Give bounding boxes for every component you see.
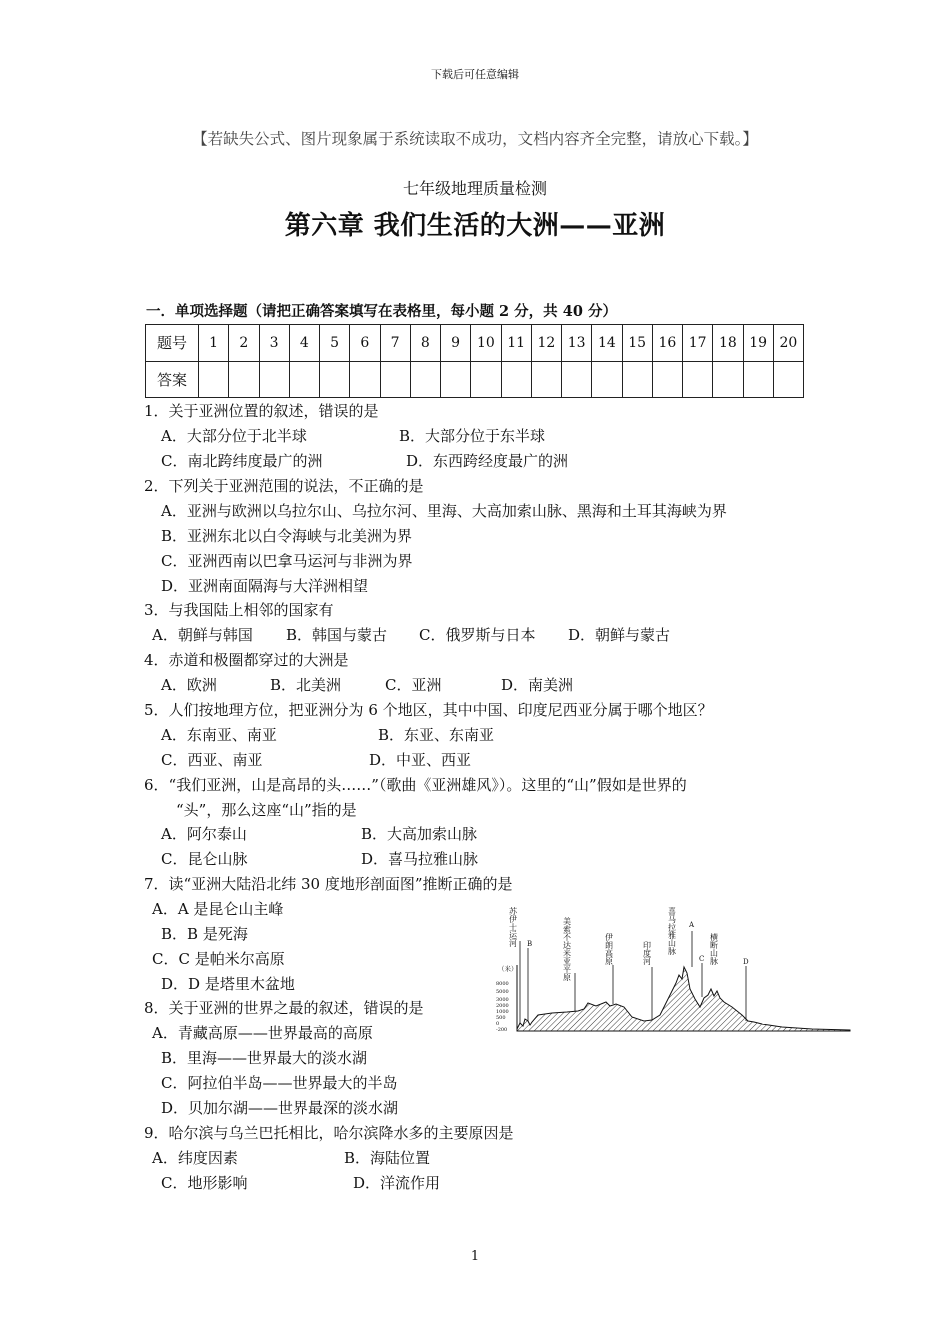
chapter-title: 第六章 我们生活的大洲——亚洲 <box>284 211 666 241</box>
option-d: D．贝加尔湖——世界最深的淡水湖 <box>161 1099 399 1117</box>
profile-y-tick: 0 <box>496 1021 500 1027</box>
option-b: B．大部分位于东半球 <box>399 427 546 445</box>
marker-b: B <box>527 940 533 948</box>
question-stem: 5．人们按地理方位，把亚洲分为 6 个地区，其中中国、印度尼西亚分属于哪个地区？ <box>144 701 713 719</box>
option-a: A．亚洲与欧洲以乌拉尔山、乌拉尔河、里海、大高加索山脉、黑海和土耳其海峡为界 <box>161 502 727 520</box>
profile-unit-label: （米） <box>498 965 518 973</box>
option-b: B．大高加索山脉 <box>361 825 478 843</box>
question-number-cell: 12 <box>531 325 561 362</box>
answer-cell[interactable] <box>199 361 229 398</box>
question-number-cell: 4 <box>289 325 319 362</box>
question-stem: 9．哈尔滨与乌兰巴托相比，哈尔滨降水多的主要原因是 <box>144 1124 514 1142</box>
option-a: A．欧洲 <box>161 676 217 694</box>
option-c: C．阿拉伯半岛——世界最大的半岛 <box>161 1074 398 1092</box>
option-a: A．纬度因素 <box>152 1149 238 1167</box>
option-b: B．海陆位置 <box>344 1149 431 1167</box>
option-d: D．亚洲南面隔海与大洋洲相望 <box>161 577 369 595</box>
answer-cell[interactable] <box>652 361 682 398</box>
question-number-cell: 13 <box>562 325 592 362</box>
profile-y-tick: 5000 <box>496 989 509 995</box>
label-mesopotamia: 美索不达米亚平原 <box>562 917 572 981</box>
question-stem-continued: “头”，那么这座“山”指的是 <box>176 801 357 819</box>
answer-cell[interactable] <box>441 361 471 398</box>
question-number-cell: 10 <box>471 325 501 362</box>
answer-table-number-row <box>146 325 804 362</box>
option-c: C．西亚、南亚 <box>161 751 263 769</box>
option-c: C．地形影响 <box>161 1174 248 1192</box>
option-c: C．南北跨纬度最广的洲 <box>161 452 323 470</box>
label-hengduan: 横断山脉 <box>709 933 719 965</box>
option-b: B．里海——世界最大的淡水湖 <box>161 1049 368 1067</box>
answer-cell[interactable] <box>501 361 531 398</box>
answer-cell[interactable] <box>531 361 561 398</box>
option-b: B．亚洲东北以白令海峡与北美洲为界 <box>161 527 413 545</box>
option-c: C．亚洲 <box>385 676 442 694</box>
answer-cell[interactable] <box>350 361 380 398</box>
option-c: C．C 是帕米尔高原 <box>152 950 285 968</box>
question-stem: 3．与我国陆上相邻的国家有 <box>144 601 334 619</box>
profile-y-tick: 3000 <box>496 997 509 1003</box>
question-stem: 6．“我们亚洲，山是高昂的头……”（歌曲《亚洲雄风》）。这里的“山”假如是世界的 <box>144 776 687 794</box>
question-number-cell: 19 <box>743 325 773 362</box>
option-d: D．朝鲜与蒙古 <box>568 626 671 644</box>
option-b: B．B 是死海 <box>161 925 248 943</box>
question-stem: 2．下列关于亚洲范围的说法，不正确的是 <box>144 477 424 495</box>
answer-cell[interactable] <box>229 361 259 398</box>
answer-cell[interactable] <box>622 361 652 398</box>
question-number-cell: 20 <box>773 325 803 362</box>
answer-cell[interactable] <box>592 361 622 398</box>
exam-subtitle: 七年级地理质量检测 <box>402 179 547 198</box>
question-number-cell: 2 <box>229 325 259 362</box>
question-stem: 7．读“亚洲大陆沿北纬 30 度地形剖面图”推断正确的是 <box>144 875 513 893</box>
option-d: D．南美洲 <box>501 676 574 694</box>
marker-a: A <box>689 921 695 929</box>
option-a: A．东南亚、南亚 <box>161 726 277 744</box>
question-number-cell: 18 <box>713 325 743 362</box>
option-c: C．亚洲西南以巴拿马运河与非洲为界 <box>161 552 413 570</box>
option-b: B．韩国与蒙古 <box>286 626 388 644</box>
answer-cell[interactable] <box>562 361 592 398</box>
question-number-cell: 8 <box>410 325 440 362</box>
label-indus-river: 印度河 <box>642 941 652 965</box>
answer-cell[interactable] <box>289 361 319 398</box>
answer-cell[interactable] <box>320 361 350 398</box>
option-a: A．A 是昆仑山主峰 <box>152 900 284 918</box>
question-number-cell: 3 <box>259 325 289 362</box>
marker-c: C <box>699 955 705 963</box>
option-a: A．朝鲜与韩国 <box>152 626 253 644</box>
question-number-cell: 16 <box>652 325 682 362</box>
answer-table-answer-row <box>146 361 804 398</box>
question-number-cell: 17 <box>683 325 713 362</box>
profile-y-tick: 1000 <box>496 1009 509 1015</box>
label-himalaya: 喜马拉雅山脉 <box>667 907 677 955</box>
question-number-cell: 6 <box>350 325 380 362</box>
answer-cell[interactable] <box>471 361 501 398</box>
option-d: D．洋流作用 <box>353 1174 441 1192</box>
question-number-cell: 9 <box>441 325 471 362</box>
question-number-cell: 15 <box>622 325 652 362</box>
question-number-cell: 1 <box>199 325 229 362</box>
page-number: 1 <box>470 1249 480 1264</box>
answer-table-row-label: 答案 <box>146 361 199 398</box>
option-d: D．D 是塔里木盆地 <box>161 975 295 993</box>
answer-cell[interactable] <box>743 361 773 398</box>
option-c: C．俄罗斯与日本 <box>419 626 536 644</box>
profile-y-tick: -200 <box>496 1027 508 1033</box>
question-number-cell: 11 <box>501 325 531 362</box>
marker-d: D <box>743 958 749 966</box>
answer-cell[interactable] <box>259 361 289 398</box>
profile-y-tick: 8000 <box>496 981 509 987</box>
option-a: A．阿尔泰山 <box>161 825 247 843</box>
option-d: D．东西跨经度最广的洲 <box>406 452 569 470</box>
answer-table-row-label: 题号 <box>146 325 199 362</box>
label-suez-canal: 苏伊士运河 <box>508 907 518 947</box>
answer-cell[interactable] <box>683 361 713 398</box>
option-b: B．东亚、东南亚 <box>378 726 495 744</box>
question-number-cell: 5 <box>320 325 350 362</box>
label-iran-plateau: 伊朗高原 <box>604 933 614 965</box>
download-notice: 【若缺失公式、图片现象属于系统读取不成功，文档内容齐全完整，请放心下载。】 <box>192 130 758 148</box>
answer-cell[interactable] <box>713 361 743 398</box>
option-b: B．北美洲 <box>270 676 342 694</box>
question-stem: 1．关于亚洲位置的叙述，错误的是 <box>144 402 379 420</box>
section-heading: 一．单项选择题（请把正确答案填写在表格里，每小题 2 分，共 40 分） <box>146 303 617 320</box>
option-c: C．昆仑山脉 <box>161 850 248 868</box>
option-d: D．喜马拉雅山脉 <box>361 850 479 868</box>
option-d: D．中亚、西亚 <box>369 751 472 769</box>
option-a: A．青藏高原——世界最高的高原 <box>152 1024 373 1042</box>
question-stem: 4．赤道和极圈都穿过的大洲是 <box>144 651 349 669</box>
answer-table <box>145 324 804 398</box>
answer-cell[interactable] <box>380 361 410 398</box>
header-note: 下载后可任意编辑 <box>431 68 519 81</box>
answer-cell[interactable] <box>773 361 803 398</box>
profile-y-tick: 500 <box>496 1015 506 1021</box>
terrain-profile-figure <box>492 903 854 1040</box>
question-stem: 8．关于亚洲的世界之最的叙述，错误的是 <box>144 999 424 1017</box>
question-number-cell: 14 <box>592 325 622 362</box>
profile-y-tick: 2000 <box>496 1003 509 1009</box>
option-a: A．大部分位于北半球 <box>161 427 307 445</box>
question-number-cell: 7 <box>380 325 410 362</box>
answer-cell[interactable] <box>410 361 440 398</box>
